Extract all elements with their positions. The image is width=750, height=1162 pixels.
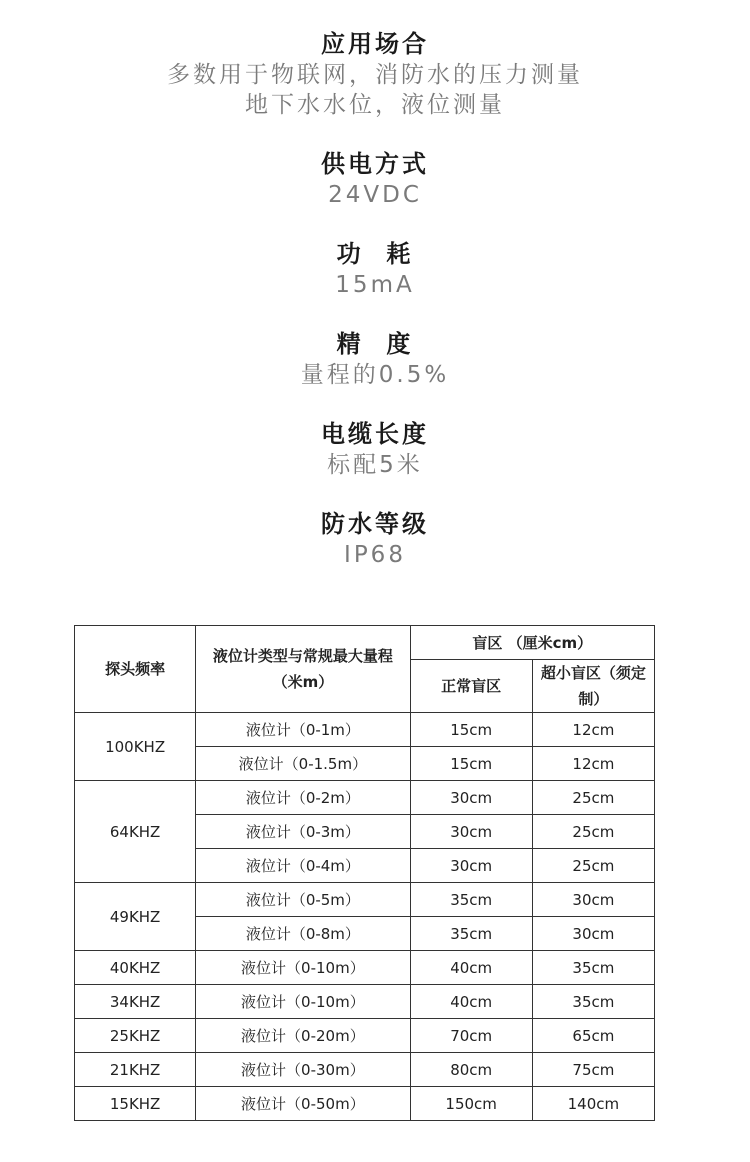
cell-type: 液位计（0-1.5m） [196, 747, 410, 781]
cell-type: 液位计（0-10m） [196, 951, 410, 985]
cell-frequency: 34KHZ [75, 985, 196, 1019]
spec-value: 标配5米 [327, 452, 423, 478]
cell-type: 液位计（0-10m） [196, 985, 410, 1019]
cell-type: 液位计（0-2m） [196, 781, 410, 815]
spec-value: 24VDC [328, 182, 422, 208]
cell-frequency: 64KHZ [75, 781, 196, 883]
cell-normal: 150cm [410, 1087, 532, 1121]
cell-frequency: 25KHZ [75, 1019, 196, 1053]
spec-list [0, 0, 750, 570]
cell-normal: 15cm [410, 713, 532, 747]
cell-mini: 35cm [532, 985, 654, 1019]
cell-type: 液位计（0-1m） [196, 713, 410, 747]
cell-mini: 75cm [532, 1053, 654, 1087]
spec-value: 15mA [335, 272, 415, 298]
cell-normal: 70cm [410, 1019, 532, 1053]
header-mini-blind-zone: 超小盲区（须定制） [532, 660, 654, 713]
header-normal-blind-zone: 正常盲区 [410, 660, 532, 713]
table-row [75, 985, 655, 1019]
cell-normal: 40cm [410, 985, 532, 1019]
cell-normal: 35cm [410, 917, 532, 951]
cell-frequency: 15KHZ [75, 1087, 196, 1121]
cell-mini: 12cm [532, 747, 654, 781]
cell-type: 液位计（0-4m） [196, 849, 410, 883]
cell-type: 液位计（0-5m） [196, 883, 410, 917]
cell-type: 液位计（0-20m） [196, 1019, 410, 1053]
table-row [75, 781, 655, 815]
spec-value: 量程的0.5% [300, 362, 450, 388]
cell-normal: 40cm [410, 951, 532, 985]
cell-frequency: 49KHZ [75, 883, 196, 951]
spec-cable-length [0, 418, 750, 480]
table-body [75, 713, 655, 1121]
frequency-table [74, 625, 655, 1121]
cell-mini: 12cm [532, 713, 654, 747]
cell-normal: 35cm [410, 883, 532, 917]
spec-title: 精 度 [336, 330, 414, 358]
spec-power-consumption [0, 238, 750, 300]
spec-title: 功 耗 [336, 240, 414, 268]
cell-type: 液位计（0-3m） [196, 815, 410, 849]
header-blind-zone: 盲区 （厘米cm） [410, 626, 654, 660]
cell-mini: 25cm [532, 781, 654, 815]
spec-accuracy [0, 328, 750, 390]
cell-type: 液位计（0-30m） [196, 1053, 410, 1087]
spec-waterproof-rating [0, 508, 750, 570]
spec-value: 多数用于物联网，消防水的压力测量 [167, 62, 583, 88]
table-row [75, 951, 655, 985]
spec-value: 地下水水位，液位测量 [245, 92, 505, 118]
spec-title: 防水等级 [321, 510, 429, 538]
spec-title: 应用场合 [321, 30, 429, 58]
cell-normal: 30cm [410, 815, 532, 849]
cell-frequency: 40KHZ [75, 951, 196, 985]
table-row [75, 1087, 655, 1121]
spec-value: IP68 [344, 542, 406, 568]
cell-frequency: 21KHZ [75, 1053, 196, 1087]
spec-application [0, 28, 750, 120]
cell-mini: 140cm [532, 1087, 654, 1121]
cell-mini: 30cm [532, 883, 654, 917]
cell-normal: 30cm [410, 781, 532, 815]
cell-type: 液位计（0-8m） [196, 917, 410, 951]
cell-normal: 80cm [410, 1053, 532, 1087]
table-row [75, 883, 655, 917]
cell-mini: 25cm [532, 849, 654, 883]
cell-mini: 25cm [532, 815, 654, 849]
spec-title: 供电方式 [321, 150, 429, 178]
table-row [75, 1053, 655, 1087]
cell-frequency: 100KHZ [75, 713, 196, 781]
spec-title: 电缆长度 [321, 420, 429, 448]
table-row [75, 1019, 655, 1053]
cell-mini: 35cm [532, 951, 654, 985]
cell-mini: 65cm [532, 1019, 654, 1053]
cell-normal: 15cm [410, 747, 532, 781]
cell-type: 液位计（0-50m） [196, 1087, 410, 1121]
cell-mini: 30cm [532, 917, 654, 951]
header-frequency: 探头频率 [75, 626, 196, 713]
spec-power-supply [0, 148, 750, 210]
header-type-range: 液位计类型与常规最大量程（米m） [196, 626, 410, 713]
table-row [75, 713, 655, 747]
cell-normal: 30cm [410, 849, 532, 883]
